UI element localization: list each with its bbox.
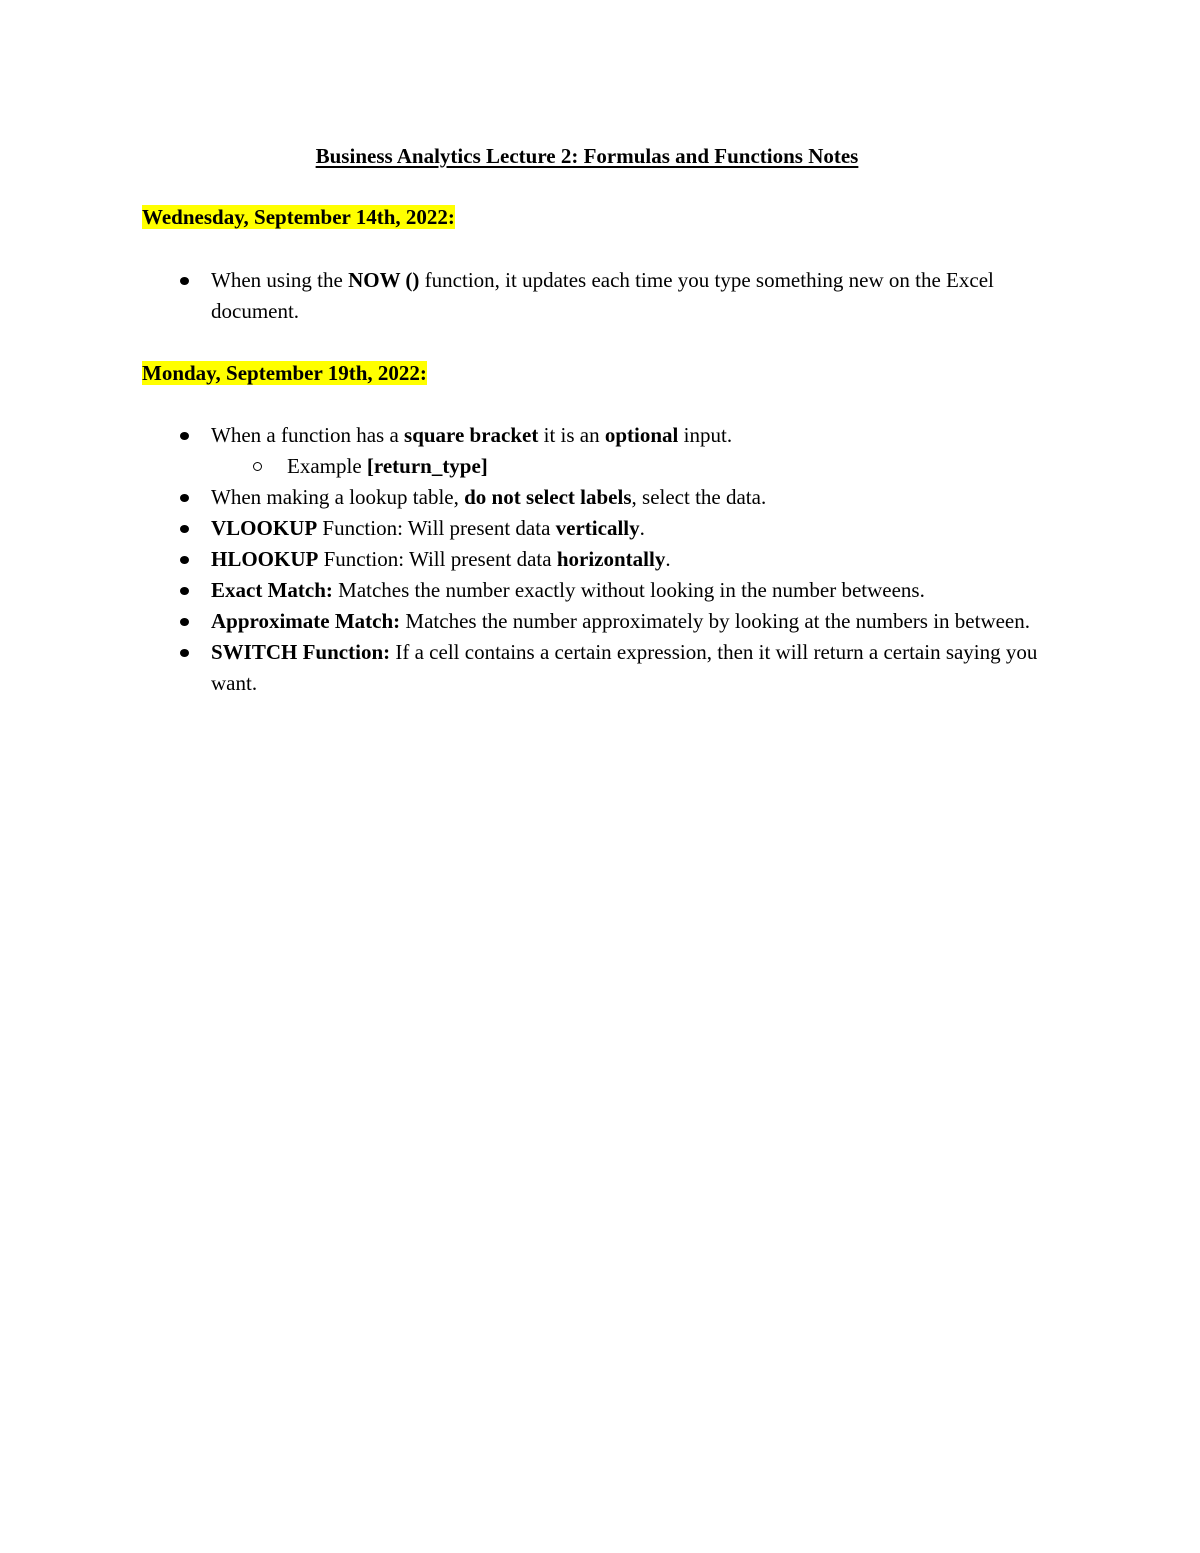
item-bold-text: VLOOKUP (211, 516, 318, 540)
item-text: Function: Will present data (318, 547, 557, 571)
bullet-icon (180, 277, 189, 285)
hollow-bullet-icon (253, 462, 262, 471)
list-item (0, 482, 1051, 513)
item-bold-text: HLOOKUP (211, 547, 319, 571)
item-bold-text: horizontally (556, 547, 666, 571)
item-text: Function: Will present data (317, 516, 556, 540)
list-item (0, 513, 1051, 544)
list-item (0, 575, 1051, 606)
bullet-icon (180, 432, 189, 440)
item-bold-text: vertically (555, 516, 640, 540)
item-text: Matches the number exactly without looking in the number betweens. (332, 578, 925, 602)
highlighted-heading-text: Wednesday, September 14th, 2022: (142, 205, 455, 229)
item-bold-text: Approximate Match: (211, 609, 401, 633)
section-heading-monday (142, 358, 427, 389)
bullet-icon (180, 556, 189, 564)
list-item (0, 606, 1051, 637)
item-text: Example (287, 454, 367, 478)
bullet-icon (180, 587, 189, 595)
bullet-icon (180, 649, 189, 657)
item-text: , select the data. (631, 485, 767, 509)
bullet-icon (180, 525, 189, 533)
list-item (0, 420, 1051, 451)
item-text: When a function has a (211, 423, 405, 447)
item-bold-text: NOW () (348, 268, 420, 292)
item-text: function, it updates each time you type something new on the Excel document. (211, 268, 994, 323)
item-text: If a cell contains a certain expression, then it will return a certain saying you want. (211, 640, 1038, 695)
highlighted-heading-text: Monday, September 19th, 2022: (142, 361, 427, 385)
item-text: . (665, 547, 671, 571)
wednesday-notes-list (0, 265, 1200, 327)
item-text: Matches the number approximately by looking at the numbers in between. (400, 609, 1031, 633)
monday-notes-list (0, 420, 1200, 699)
item-text: When using the (211, 268, 349, 292)
item-text: . (639, 516, 645, 540)
list-item (0, 544, 1051, 575)
item-text: input. (678, 423, 733, 447)
list-item (0, 265, 1051, 327)
item-bold-text: [return_type] (366, 454, 488, 478)
list-item (0, 637, 1051, 699)
document-title: Business Analytics Lecture 2: Formulas and Functions Notes (315, 144, 859, 168)
bullet-icon (180, 618, 189, 626)
sub-list-item (0, 451, 1047, 482)
item-bold-text: Exact Match: (211, 578, 333, 602)
item-bold-text: optional (604, 423, 679, 447)
item-text: it is an (538, 423, 605, 447)
item-bold-text: square bracket (404, 423, 539, 447)
item-bold-text: do not select labels (464, 485, 632, 509)
item-text: When making a lookup table, (211, 485, 465, 509)
section-heading-wednesday (142, 202, 455, 233)
item-bold-text: SWITCH Function: (211, 640, 391, 664)
bullet-icon (180, 494, 189, 502)
